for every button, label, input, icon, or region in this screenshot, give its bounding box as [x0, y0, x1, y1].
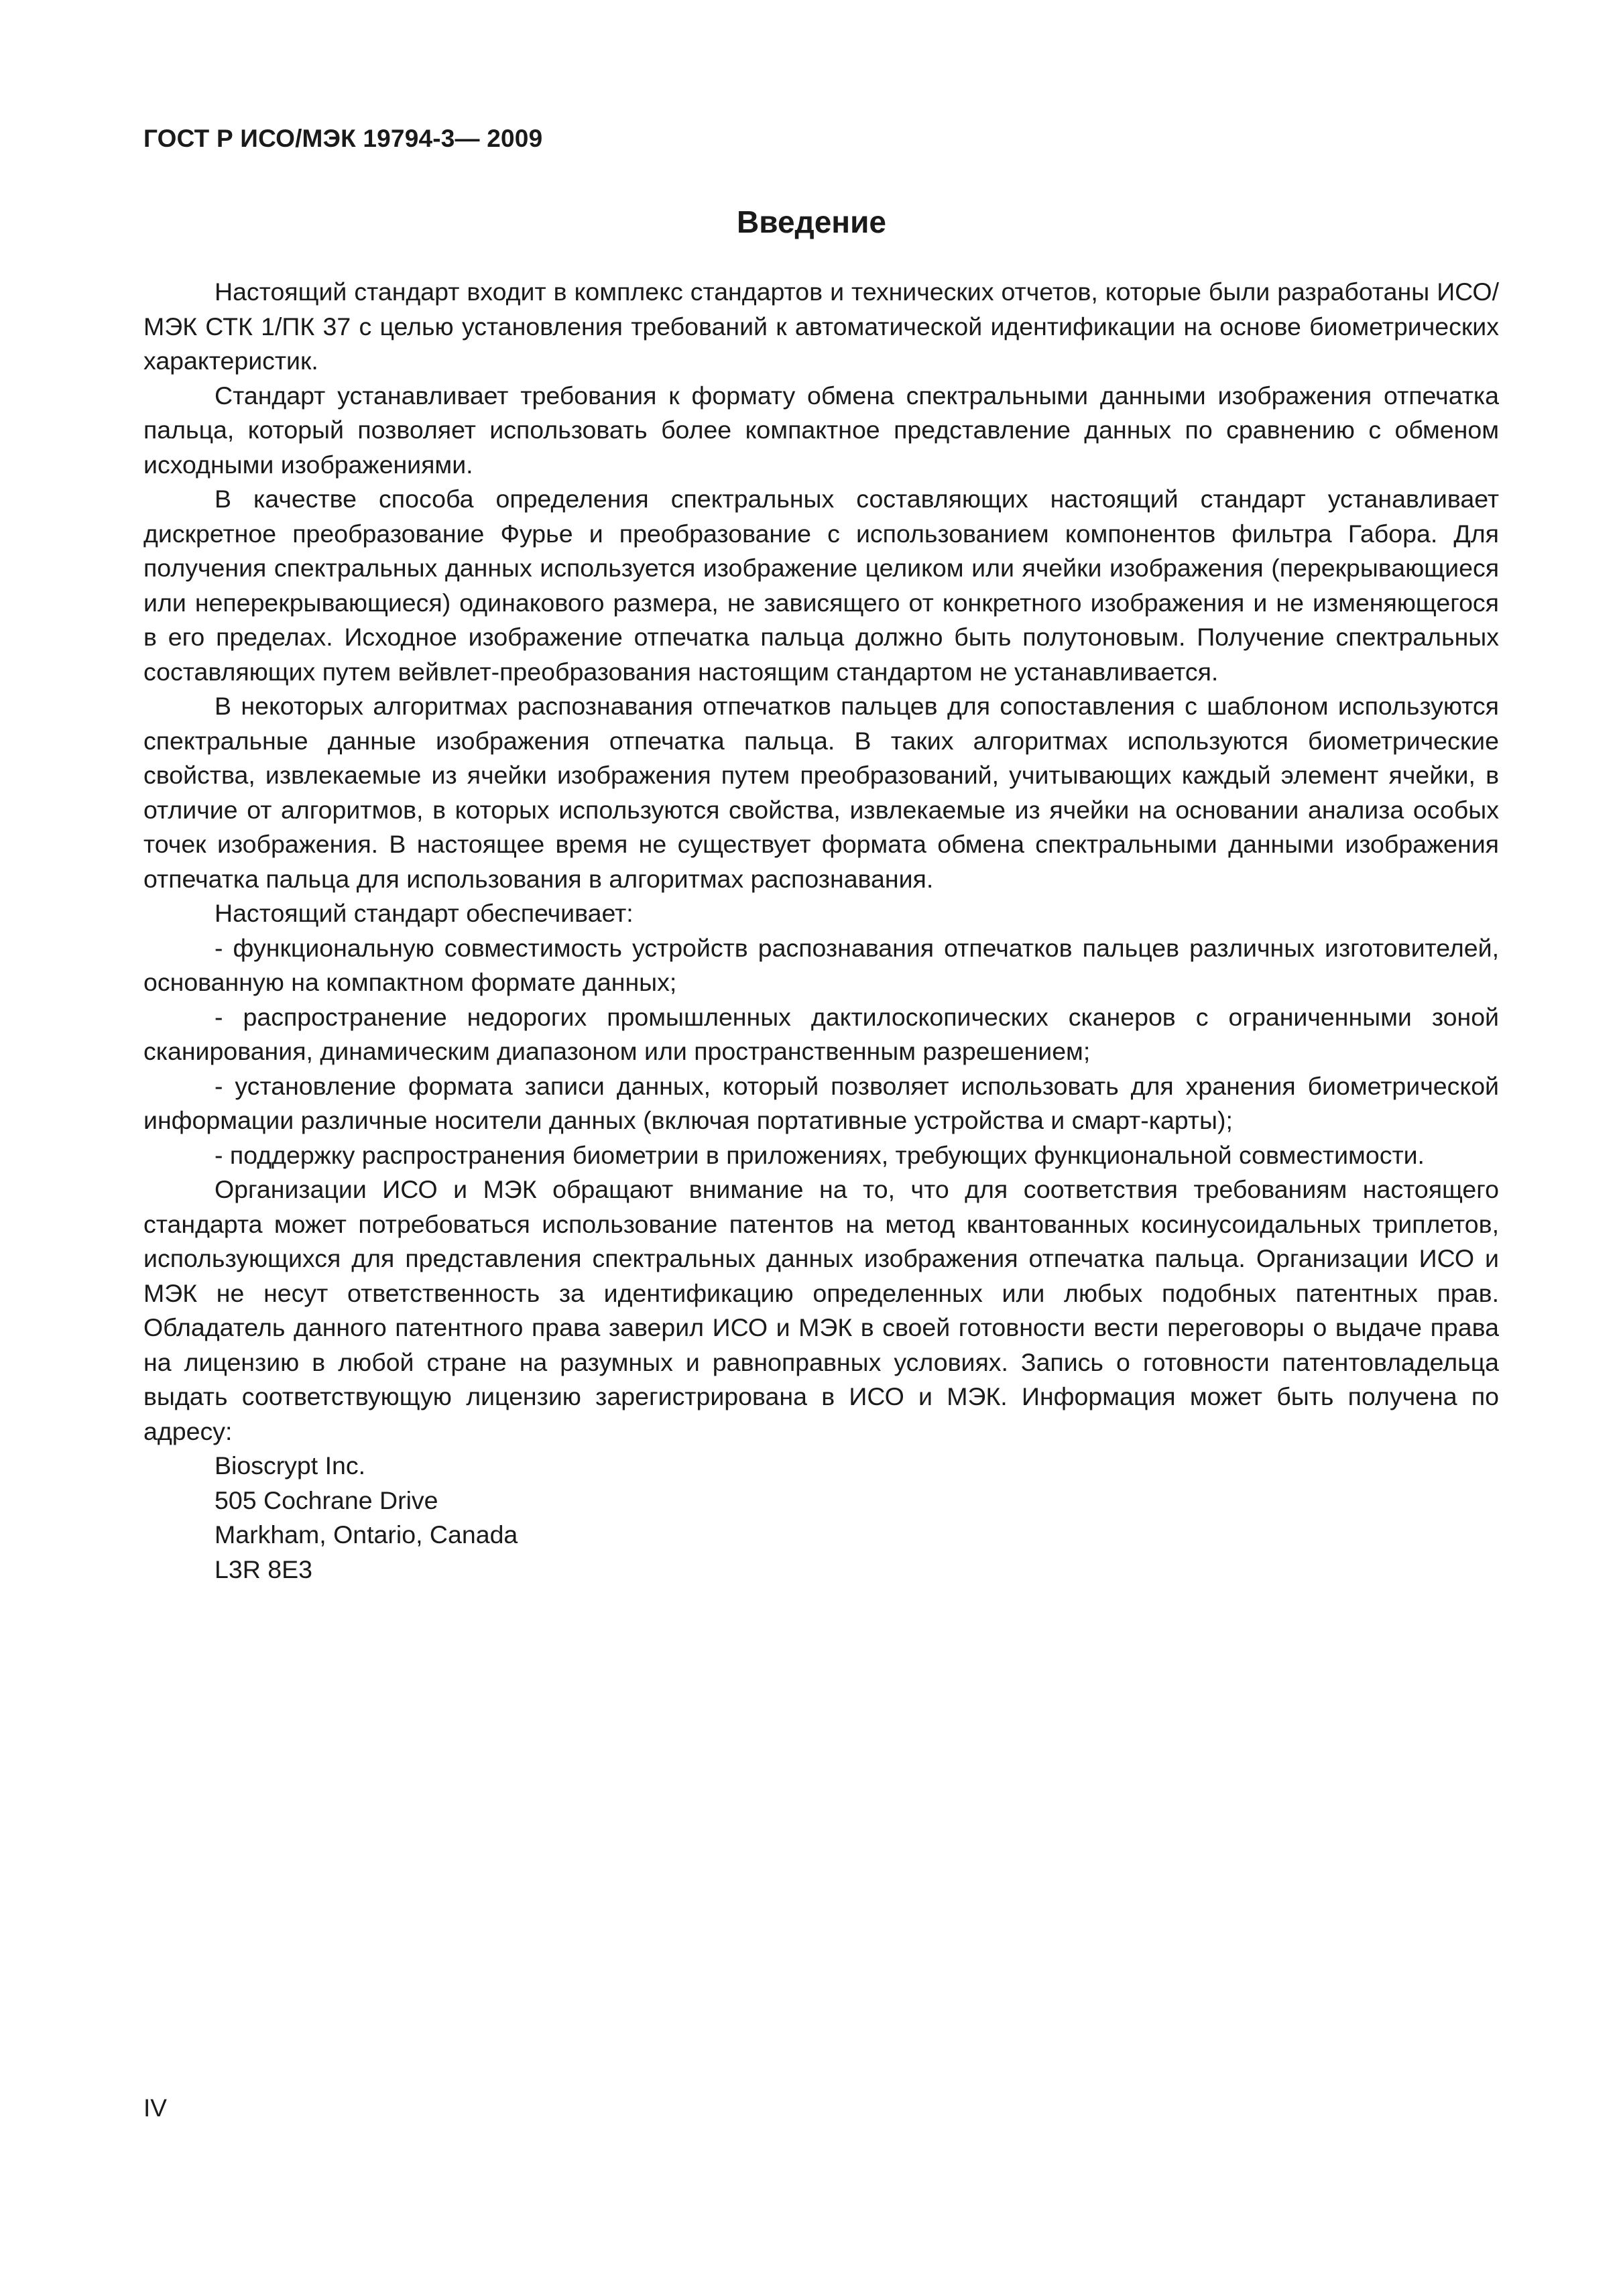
document-designation: ГОСТ Р ИСО/МЭК 19794-3— 2009: [143, 125, 543, 152]
paragraph-provides: Настоящий стандарт обеспечивает:: [215, 899, 634, 927]
address-street: 505 Cochrane Drive: [215, 1486, 438, 1514]
list-item-record-format: - установление формата записи данных, который позволяет использовать для хранения биометрической информации различные носители данных (включая портативные устройства и смарт-карты);: [143, 1071, 1499, 1134]
list-item-interoperability: - функциональную совместимость устройств распознавания отпечатков пальцев различных изготовителей, основанную на компактном формате данных;: [143, 933, 1499, 996]
paragraph-scope: Стандарт устанавливает требования к формату обмена спектральными данными изображения отпечатка пальца, который позволяет использовать более компактное представление данных по сравнению с обменом исходными изображениями.: [143, 381, 1499, 479]
address-company: Bioscrypt Inc.: [215, 1451, 366, 1479]
section-title: Введение: [737, 204, 886, 239]
address-block: [143, 1449, 1499, 1587]
page-number: IV: [143, 2094, 167, 2122]
address-postal-code: L3R 8E3: [215, 1555, 312, 1583]
list-item-biometrics-support: - поддержку распространения биометрии в приложениях, требующих функциональной совместимости.: [215, 1140, 1425, 1169]
paragraph-intro: Настоящий стандарт входит в комплекс стандартов и технических отчетов, которые были разработаны ИСО/МЭК СТК 1/ПК 37 с целью установления требований к автоматической идентификации на основе биометрических характеристик.: [143, 278, 1499, 375]
address-city: Markham, Ontario, Canada: [215, 1520, 518, 1549]
paragraph-patents: Организации ИСО и МЭК обращают внимание на то, что для соответствия требованиям настоящего стандарта может потребоваться использование патентов на метод квантованных косинусоидальных триплетов, использующихся для представления спектральных данных изображения отпечатка пальца. Организации ИСО и МЭК не несут ответственность за идентификацию определенных или любых подобных патентных прав. Обладатель данного патентного права заверил ИСО и МЭК в своей готовности вести переговоры о выдаче права на лицензию в любой стране на разумных и равноправных условиях. Запись о готовности патентовладельца выдать соответствующую лицензию зарегистрирована в ИСО и МЭК. Информация может быть получена по адресу:: [143, 1175, 1499, 1445]
list-item-scanners: - распространение недорогих промышленных дактилоскопических сканеров с ограниченными зоной сканирования, динамическим диапазоном или пространственным разрешением;: [143, 1002, 1499, 1065]
paragraph-algorithms: В некоторых алгоритмах распознавания отпечатков пальцев для сопоставления с шаблоном используются спектральные данные изображения отпечатка пальца. В таких алгоритмах используются биометрические свойства, извлекаемые из ячейки изображения путем преобразований, учитывающих каждый элемент ячейки, в отличие от алгоритмов, в которых используются свойства, извлекаемые из ячейки на основании анализа особых точек изображения. В настоящее время не существует формата обмена спектральными данными изображения отпечатка пальца для использования в алгоритмах распознавания.: [143, 692, 1499, 893]
paragraph-methods: В качестве способа определения спектральных составляющих настоящий стандарт устанавливает дискретное преобразование Фурье и преобразование с использованием компонентов фильтра Габора. Для получения спектральных данных используется изображение целиком или ячейки изображения (перекрывающиеся или неперекрывающиеся) одинакового размера, не зависящего от конкретного изображения и не изменяющегося в его пределах. Исходное изображение отпечатка пальца должно быть полутоновым. Получение спектральных составляющих путем вейвлет-преобразования настоящим стандартом не устанавливается.: [143, 485, 1499, 686]
document-body: [143, 275, 1499, 1587]
